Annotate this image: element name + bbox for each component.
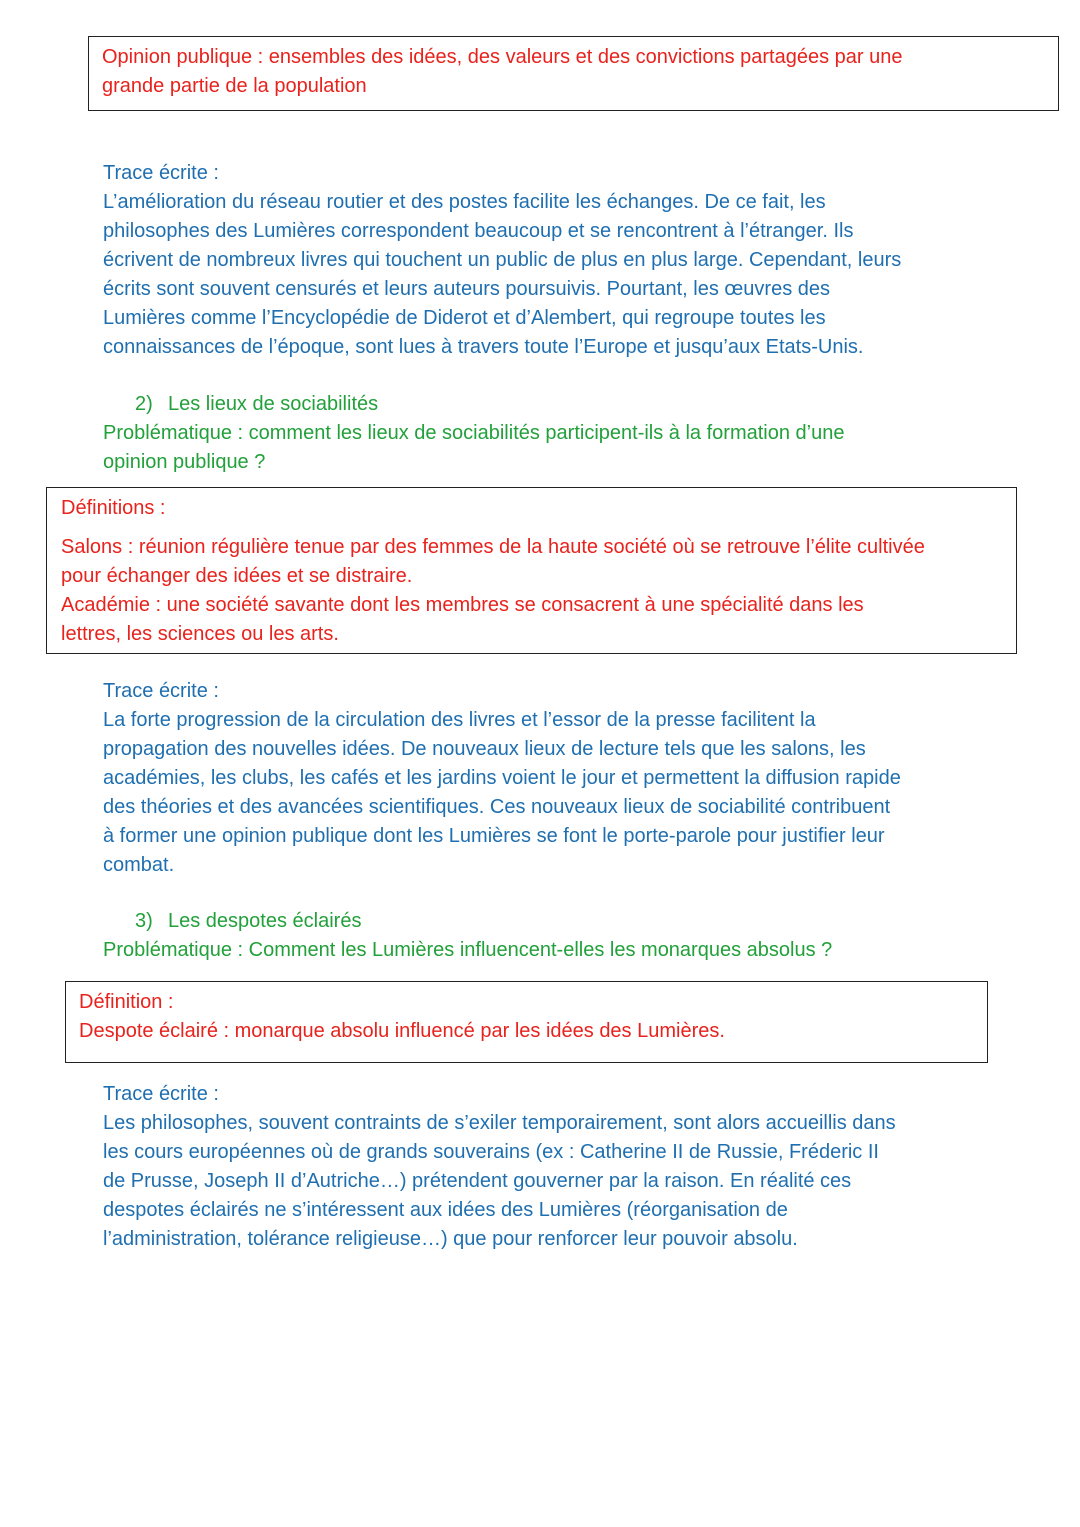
section-3 [103,907,1003,965]
trace-line: La forte progression de la circulation des livres et l’essor de la presse facilitent la [103,709,816,731]
definition-heading: Définitions : [61,497,166,519]
trace-heading: Trace écrite : [103,1083,219,1105]
trace-line: à former une opinion publique dont les Lumières se font le porte-parole pour justifier leur [103,825,885,847]
section-title: Les lieux de sociabilités [168,393,379,415]
trace-line: connaissances de l’époque, sont lues à travers toute l’Europe et jusqu’aux Etats-Unis. [103,336,864,358]
problematique-line: opinion publique ? [103,451,266,473]
trace-heading: Trace écrite : [103,162,219,184]
problematique-line: Problématique : Comment les Lumières influencent-elles les monarques absolus ? [103,939,833,961]
trace-line: Lumières comme l’Encyclopédie de Diderot et d’Alembert, qui regroupe toutes les [103,307,826,329]
trace-ecrite-3 [103,1080,1003,1254]
trace-ecrite-2 [103,677,1003,880]
definition-box-despote-eclaire [65,981,988,1063]
trace-heading: Trace écrite : [103,680,219,702]
trace-ecrite-1 [103,159,1003,362]
definition-heading: Définition : [79,991,174,1013]
trace-line: les cours européennes où de grands souverains (ex : Catherine II de Russie, Fréderic II [103,1141,879,1163]
trace-line: Les philosophes, souvent contraints de s’exiler temporairement, sont alors accueillis dans [103,1112,896,1134]
trace-line: L’amélioration du réseau routier et des postes facilite les échanges. De ce fait, les [103,191,826,213]
definition-box-opinion-publique [88,36,1059,111]
trace-line: combat. [103,854,175,876]
problematique-line: Problématique : comment les lieux de sociabilités participent-ils à la formation d’une [103,422,845,444]
definition-line: Opinion publique : ensembles des idées, des valeurs et des convictions partagées par une [102,46,903,68]
trace-line: l’administration, tolérance religieuse…) que pour renforcer leur pouvoir absolu. [103,1228,798,1250]
section-number: 2) [135,393,153,415]
trace-line: propagation des nouvelles idées. De nouveaux lieux de lecture tels que les salons, les [103,738,866,760]
trace-line: despotes éclairés ne s’intéressent aux idées des Lumières (réorganisation de [103,1199,788,1221]
definition-line: Académie : une société savante dont les membres se consacrent à une spécialité dans les [61,594,864,616]
section-heading [103,907,1003,936]
trace-line: écrivent de nombreux livres qui touchent un public de plus en plus large. Cependant, leurs [103,249,902,271]
section-title: Les despotes éclairés [168,910,362,932]
trace-line: académies, les clubs, les cafés et les jardins voient le jour et permettent la diffusion rapide [103,767,901,789]
definition-line: grande partie de la population [102,75,367,97]
section-2 [103,390,1003,477]
trace-line: philosophes des Lumières correspondent beaucoup et se rencontrent à l’étranger. Ils [103,220,854,242]
definition-line: pour échanger des idées et se distraire. [61,565,413,587]
definition-line: lettres, les sciences ou les arts. [61,623,339,645]
section-heading [103,390,1003,419]
trace-line: des théories et des avancées scientifiques. Ces nouveaux lieux de sociabilité contribuent [103,796,891,818]
definition-line: Salons : réunion régulière tenue par des femmes de la haute société où se retrouve l’élite cultivée [61,536,925,558]
section-number: 3) [135,910,153,932]
definitions-box-sociabilites [46,487,1017,654]
trace-line: de Prusse, Joseph II d’Autriche…) prétendent gouverner par la raison. En réalité ces [103,1170,852,1192]
trace-line: écrits sont souvent censurés et leurs auteurs poursuivis. Pourtant, les œuvres des [103,278,831,300]
definition-line: Despote éclairé : monarque absolu influencé par les idées des Lumières. [79,1020,725,1042]
